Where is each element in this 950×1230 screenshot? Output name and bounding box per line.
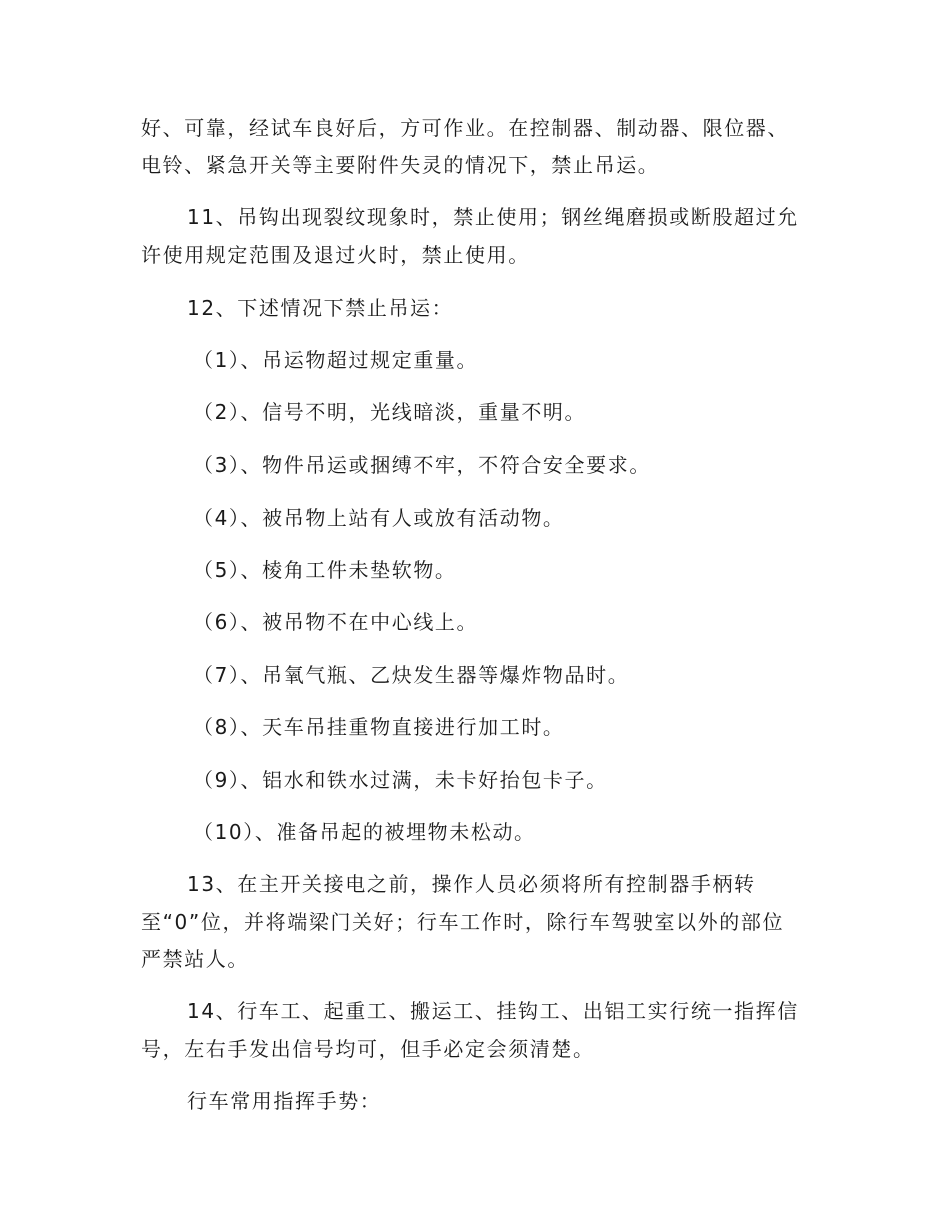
sub-item-10: （10）、准备吊起的被埋物未松动。 bbox=[193, 820, 536, 844]
sub-item-2: （2）、信号不明，光线暗淡，重量不明。 bbox=[193, 400, 587, 424]
text-line: 11、吊钩出现裂纹现象时，禁止使用；钢丝绳磨损或断股超过允 bbox=[187, 205, 799, 229]
sub-item-1: （1）、吊运物超过规定重量。 bbox=[193, 348, 479, 372]
text-line: 号，左右手发出信号均可，但手必定会须清楚。 bbox=[141, 1037, 595, 1061]
sub-item-9: （9）、铝水和铁水过满，未卡好抬包卡子。 bbox=[193, 768, 608, 792]
sub-item-8: （8）、天车吊挂重物直接进行加工时。 bbox=[193, 715, 565, 739]
text-line: 13、在主开关接电之前，操作人员必须将所有控制器手柄转 bbox=[187, 872, 756, 896]
text-line: 严禁站人。 bbox=[141, 947, 249, 971]
text-line: 行车常用指挥手势： bbox=[187, 1089, 382, 1113]
text-line: 电铃、紧急开关等主要附件失灵的情况下，禁止吊运。 bbox=[141, 153, 660, 177]
text-line: 许使用规定范围及退过火时，禁止使用。 bbox=[141, 243, 530, 267]
text-line: 14、行车工、起重工、搬运工、挂钩工、出铝工实行统一指挥信 bbox=[187, 999, 799, 1023]
sub-item-5: （5）、棱角工件未垫软物。 bbox=[193, 558, 457, 582]
sub-item-3: （3）、物件吊运或捆缚不牢，不符合安全要求。 bbox=[193, 453, 651, 477]
text-line: 至“0”位，并将端梁门关好；行车工作时，除行车驾驶室以外的部位 bbox=[141, 910, 785, 934]
text-line: 12、下述情况下禁止吊运： bbox=[187, 296, 454, 320]
text-line: 好、可靠，经试车良好后，方可作业。在控制器、制动器、限位器、 bbox=[141, 116, 789, 140]
sub-item-6: （6）、被吊物不在中心线上。 bbox=[193, 610, 479, 634]
sub-item-4: （4）、被吊物上站有人或放有活动物。 bbox=[193, 506, 565, 530]
sub-item-7: （7）、吊氧气瓶、乙炔发生器等爆炸物品时。 bbox=[193, 663, 630, 687]
